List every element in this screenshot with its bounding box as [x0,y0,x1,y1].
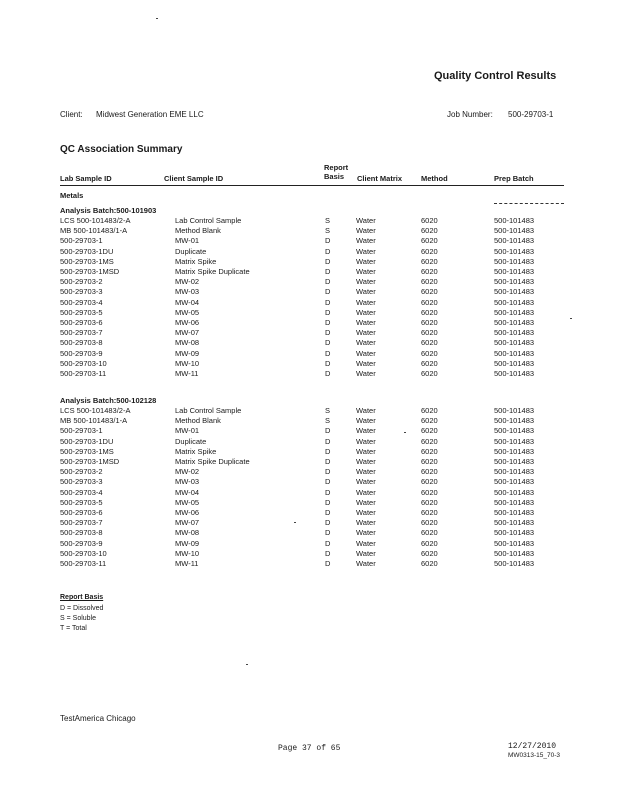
report-basis-cell: D [325,457,331,466]
method-cell: 6020 [421,426,438,436]
scan-speck [404,432,406,433]
lab-sample-id-cell: 500-29703-1DU [60,246,114,256]
client-matrix-cell: Water [356,508,376,517]
legend-item-total: T = Total [60,625,87,632]
table-row [60,559,580,569]
lab-sample-id-cell: 500-29703-10 [60,548,107,558]
table-row [60,298,580,308]
prep-batch-cell: 500-101483 [494,318,535,327]
col-prep-batch: Prep Batch [494,174,534,183]
client-matrix-cell: Water [356,406,376,415]
table-row [60,359,580,369]
client-matrix-cell: Water [356,348,376,358]
report-basis-cell: D [325,528,331,538]
lab-sample-id-cell: 500-29703-9 [60,348,103,358]
analysis-batch-text: Analysis Batch:500-102128 [60,396,157,405]
method-cell: 6020 [421,559,438,568]
prep-batch-cell: 500-101483 [494,518,535,528]
prep-batch-cell: 500-101483 [494,559,535,568]
lab-sample-id-cell: 500-29703-1MSD [60,267,120,276]
method-cell: 6020 [421,328,438,338]
report-basis-cell: S [325,406,331,415]
client-matrix-cell: Water [356,267,376,276]
legend-title: Report Basis [60,594,104,601]
report-basis-cell: D [325,518,331,528]
prep-batch-cell: 500-101483 [494,216,535,225]
report-basis-cell: D [325,426,331,436]
client-sample-id-cell: Matrix Spike [175,256,217,266]
lab-sample-id-cell: 500-29703-11 [60,369,107,378]
method-cell: 6020 [421,467,438,477]
client-sample-id-cell: MW-03 [175,477,200,487]
report-basis-cell: D [325,446,331,456]
client-sample-id-cell: MW-05 [175,497,200,507]
method-cell: 6020 [421,256,438,266]
client-matrix-cell: Water [356,528,376,538]
method-cell: 6020 [421,548,438,558]
client-sample-id-cell: MW-07 [175,328,200,338]
method-cell: 6020 [421,416,438,426]
table-row [60,406,580,416]
job-number-label: Job Number: [447,110,493,119]
client-sample-id-cell: MW-07 [175,518,200,528]
lab-sample-id-cell: 500-29703-11 [60,559,107,568]
table-row [60,277,580,287]
prep-batch-cell: 500-101483 [494,508,535,517]
client-matrix-cell: Water [356,318,376,327]
client-sample-id-cell: Matrix Spike Duplicate [175,267,250,276]
table-row [60,477,580,487]
client-matrix-cell: Water [356,236,376,246]
table-row [60,338,580,348]
lab-sample-id-cell: 500-29703-8 [60,338,103,348]
lab-sample-id-cell: 500-29703-4 [60,297,103,307]
client-sample-id-cell: Lab Control Sample [175,216,242,225]
prep-batch-cell: 500-101483 [494,477,535,487]
method-cell: 6020 [421,236,438,246]
client-sample-id-cell: Matrix Spike [175,446,217,456]
table-row [60,318,580,328]
method-cell: 6020 [421,348,438,358]
lab-sample-id-cell: 500-29703-3 [60,287,103,297]
lab-sample-id-cell: 500-29703-6 [60,508,103,517]
client-sample-id-cell: MW-11 [175,559,199,568]
lab-sample-id-cell: 500-29703-1MS [60,446,114,456]
lab-sample-id-cell: MB 500-101483/1-A [60,226,128,236]
lab-sample-id-cell: 500-29703-2 [60,467,103,477]
report-basis-cell: D [325,467,331,477]
client-matrix-cell: Water [356,518,376,528]
report-basis-cell: D [325,358,331,368]
scan-speck [246,664,248,665]
lab-sample-id-cell: 500-29703-1MS [60,256,114,266]
batch-rule [494,203,564,204]
prep-batch-cell: 500-101483 [494,267,535,276]
client-sample-id-cell: MW-10 [175,548,200,558]
method-cell: 6020 [421,528,438,538]
analysis-batch-text: Analysis Batch:500-101903 [60,206,157,215]
method-cell: 6020 [421,497,438,507]
client-sample-id-cell: MW-06 [175,508,200,517]
client-matrix-cell: Water [356,436,376,446]
lab-sample-id-cell: 500-29703-6 [60,318,103,327]
method-cell: 6020 [421,358,438,368]
client-sample-id-cell: Duplicate [175,246,207,256]
client-sample-id-cell: MW-11 [175,369,199,378]
client-sample-id-cell: MW-04 [175,297,200,307]
prep-batch-cell: 500-101483 [494,226,535,236]
lab-sample-id-cell: 500-29703-5 [60,497,103,507]
report-basis-cell: D [325,236,331,246]
client-matrix-cell: Water [356,338,376,348]
client-name: Midwest Generation EME LLC [96,110,204,119]
method-cell: 6020 [421,477,438,487]
prep-batch-cell: 500-101483 [494,287,535,297]
method-cell: 6020 [421,307,438,317]
lab-sample-id-cell: 500-29703-1 [60,426,103,436]
client-matrix-cell: Water [356,297,376,307]
client-label: Client: [60,110,83,119]
client-matrix-cell: Water [356,307,376,317]
col-report-basis-line2: Basis [324,172,345,181]
lab-sample-id-cell: LCS 500-101483/2-A [60,216,131,225]
table-row [60,539,580,549]
table-row [60,437,580,447]
client-matrix-cell: Water [356,256,376,266]
table-row [60,467,580,477]
col-client-matrix: Client Matrix [357,174,403,183]
prep-batch-cell: 500-101483 [494,348,535,358]
method-cell: 6020 [421,369,438,378]
table-row [60,416,580,426]
report-basis-cell: D [325,297,331,307]
method-cell: 6020 [421,457,438,466]
col-report-basis-line1: Report [324,163,349,172]
prep-batch-cell: 500-101483 [494,369,535,378]
method-cell: 6020 [421,338,438,348]
prep-batch-cell: 500-101483 [494,406,535,415]
prep-batch-cell: 500-101483 [494,277,535,287]
method-cell: 6020 [421,436,438,446]
report-basis-cell: D [325,487,331,497]
client-matrix-cell: Water [356,457,376,466]
client-sample-id-cell: Method Blank [175,226,221,236]
client-matrix-cell: Water [356,426,376,436]
footer-company: TestAmerica Chicago [60,714,136,723]
lab-sample-id-cell: 500-29703-7 [60,328,103,338]
table-row [60,528,580,538]
report-basis-cell: D [325,246,331,256]
prep-batch-cell: 500-101483 [494,487,535,497]
client-sample-id-cell: MW-09 [175,538,200,548]
section-title: QC Association Summary [60,144,183,155]
client-matrix-cell: Water [356,559,376,568]
client-matrix-cell: Water [356,497,376,507]
prep-batch-cell: 500-101483 [494,528,535,538]
report-basis-cell: D [325,348,331,358]
prep-batch-cell: 500-101483 [494,446,535,456]
client-matrix-cell: Water [356,467,376,477]
table-row [60,267,580,277]
prep-batch-cell: 500-101483 [494,416,535,426]
report-basis-cell: D [325,338,331,348]
method-cell: 6020 [421,318,438,327]
prep-batch-cell: 500-101483 [494,457,535,466]
report-basis-cell: S [325,416,331,426]
report-basis-cell: D [325,497,331,507]
table-row [60,498,580,508]
footer-doc-id: MW0313-15_70-3 [508,752,561,759]
prep-batch-cell: 500-101483 [494,256,535,266]
table-row [60,328,580,338]
report-basis-cell: S [325,216,331,225]
prep-batch-cell: 500-101483 [494,328,535,338]
client-matrix-cell: Water [356,548,376,558]
report-basis-cell: D [325,287,331,297]
prep-batch-cell: 500-101483 [494,538,535,548]
table-row [60,308,580,318]
lab-sample-id-cell: 500-29703-7 [60,518,103,528]
prep-batch-cell: 500-101483 [494,548,535,558]
client-matrix-cell: Water [356,277,376,287]
header-rule [60,185,564,186]
report-basis-cell: D [325,436,331,446]
client-matrix-cell: Water [356,416,376,426]
table-row [60,236,580,246]
client-sample-id-cell: Method Blank [175,416,221,426]
report-basis-cell: D [325,548,331,558]
table-row [60,447,580,457]
prep-batch-cell: 500-101483 [494,497,535,507]
scan-speck [294,522,296,523]
method-cell: 6020 [421,267,438,276]
prep-batch-cell: 500-101483 [494,426,535,436]
prep-batch-cell: 500-101483 [494,436,535,446]
prep-batch-cell: 500-101483 [494,297,535,307]
method-cell: 6020 [421,518,438,528]
report-title: Quality Control Results [434,70,557,82]
lab-sample-id-cell: 500-29703-2 [60,277,103,287]
method-cell: 6020 [421,446,438,456]
lab-sample-id-cell: 500-29703-1MSD [60,457,120,466]
table-row [60,457,580,467]
scan-speck [156,18,158,19]
client-sample-id-cell: Duplicate [175,436,207,446]
client-sample-id-cell: MW-05 [175,307,200,317]
client-sample-id-cell: MW-04 [175,487,200,497]
method-cell: 6020 [421,508,438,517]
prep-batch-cell: 500-101483 [494,338,535,348]
client-sample-id-cell: Matrix Spike Duplicate [175,457,250,466]
report-basis-cell: D [325,559,331,568]
analysis-batch-label [60,396,580,406]
table-row [60,549,580,559]
client-sample-id-cell: MW-02 [175,467,200,477]
client-sample-id-cell: MW-02 [175,277,200,287]
method-cell: 6020 [421,216,438,225]
method-cell: 6020 [421,297,438,307]
lab-sample-id-cell: 500-29703-8 [60,528,103,538]
table-row [60,369,580,379]
prep-batch-cell: 500-101483 [494,358,535,368]
report-basis-cell: D [325,477,331,487]
client-matrix-cell: Water [356,538,376,548]
lab-sample-id-cell: 500-29703-5 [60,307,103,317]
report-basis-cell: D [325,267,331,276]
table-row [60,287,580,297]
table-row [60,257,580,267]
report-basis-cell: S [325,226,331,236]
client-matrix-cell: Water [356,287,376,297]
method-cell: 6020 [421,538,438,548]
lab-sample-id-cell: 500-29703-10 [60,358,107,368]
method-cell: 6020 [421,406,438,415]
table-row [60,247,580,257]
prep-batch-cell: 500-101483 [494,236,535,246]
report-basis-cell: D [325,369,331,378]
lab-sample-id-cell: 500-29703-3 [60,477,103,487]
client-matrix-cell: Water [356,328,376,338]
client-matrix-cell: Water [356,358,376,368]
lab-sample-id-cell: 500-29703-1DU [60,436,114,446]
method-cell: 6020 [421,487,438,497]
legend-item-dissolved: D = Dissolved [60,605,104,612]
lab-sample-id-cell: 500-29703-1 [60,236,103,246]
col-method: Method [421,174,448,183]
method-cell: 6020 [421,277,438,287]
table-row [60,426,580,436]
legend-item-soluble: S = Soluble [60,615,96,622]
lab-sample-id-cell: MB 500-101483/1-A [60,416,128,426]
client-sample-id-cell: MW-01 [175,236,200,246]
report-basis-cell: D [325,328,331,338]
client-matrix-cell: Water [356,487,376,497]
table-row [60,488,580,498]
table-row [60,508,580,518]
client-sample-id-cell: MW-10 [175,358,200,368]
client-sample-id-cell: MW-01 [175,426,200,436]
client-matrix-cell: Water [356,369,376,378]
footer-page-number: Page 37 of 65 [278,744,341,753]
analysis-batch-label [60,206,580,216]
method-cell: 6020 [421,226,438,236]
table-row [60,349,580,359]
table-row [60,226,580,236]
prep-batch-cell: 500-101483 [494,246,535,256]
category-label: Metals [60,191,84,200]
client-sample-id-cell: MW-09 [175,348,200,358]
lab-sample-id-cell: 500-29703-4 [60,487,103,497]
client-matrix-cell: Water [356,246,376,256]
method-cell: 6020 [421,246,438,256]
report-basis-cell: D [325,256,331,266]
table-row [60,216,580,226]
client-sample-id-cell: MW-06 [175,318,200,327]
prep-batch-cell: 500-101483 [494,467,535,477]
report-basis-cell: D [325,508,331,517]
client-matrix-cell: Water [356,226,376,236]
report-basis-cell: D [325,538,331,548]
report-basis-cell: D [325,307,331,317]
report-basis-cell: D [325,277,331,287]
client-sample-id-cell: MW-03 [175,287,200,297]
client-matrix-cell: Water [356,216,376,225]
scan-speck [570,318,572,319]
client-sample-id-cell: Lab Control Sample [175,406,242,415]
lab-sample-id-cell: 500-29703-9 [60,538,103,548]
lab-sample-id-cell: LCS 500-101483/2-A [60,406,131,415]
table-row [60,518,580,528]
client-matrix-cell: Water [356,477,376,487]
col-client-sample-id: Client Sample ID [164,174,224,183]
prep-batch-cell: 500-101483 [494,307,535,317]
client-sample-id-cell: MW-08 [175,338,200,348]
footer-date: 12/27/2010 [508,742,557,751]
job-number-value: 500-29703-1 [508,110,554,119]
client-sample-id-cell: MW-08 [175,528,200,538]
method-cell: 6020 [421,287,438,297]
col-lab-sample-id: Lab Sample ID [60,174,112,183]
client-matrix-cell: Water [356,446,376,456]
report-basis-cell: D [325,318,331,327]
